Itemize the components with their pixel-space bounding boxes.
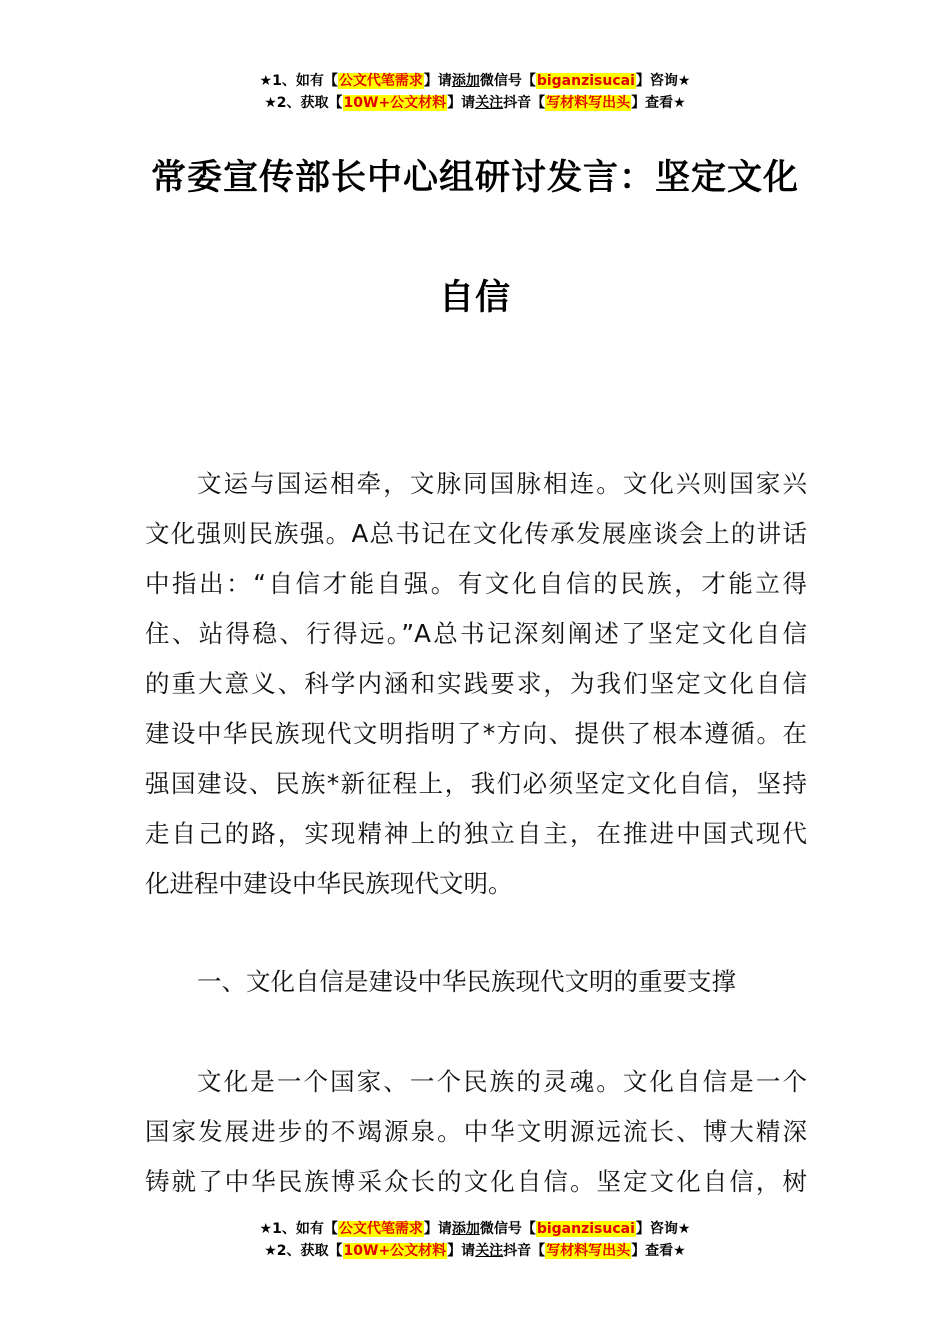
banner-highlight: 10W+公文材料 [343, 1243, 447, 1259]
paragraph-line: 住、站得稳、行得远。”A总书记深刻阐述了坚定文化自信 [145, 619, 807, 648]
paragraph-line: 走自己的路，实现精神上的独立自主，在推进中国式现代 [145, 819, 807, 848]
banner-text: 】咨询★ [635, 73, 691, 89]
banner-text: 】咨询★ [635, 1221, 691, 1237]
paragraph-line: 国家发展进步的不竭源泉。中华文明源远流长、博大精深 [145, 1117, 807, 1146]
document-title-line-2: 自信 [438, 278, 511, 318]
paragraph-line: 的重大意义、科学内涵和实践要求，为我们坚定文化自信 [145, 669, 807, 698]
banner-text: 抖音【 [503, 1243, 546, 1259]
document-title-line-1: 常委宣传部长中心组研讨发言：坚定文化 [150, 158, 799, 198]
banner-underlined-text: 添加 [451, 73, 480, 89]
section-heading-1 [145, 957, 807, 1007]
paragraph-line: 文化是一个国家、一个民族的灵魂。文化自信是一个 [197, 1067, 807, 1096]
banner-text: 】请 [447, 1243, 476, 1259]
banner-wechat-id: biganzisucai [536, 1221, 635, 1237]
banner-text: 】查看★ [631, 95, 686, 111]
banner-text: 】查看★ [631, 1243, 686, 1259]
banner-line-2 [0, 1240, 950, 1262]
banner-underlined-text: 关注 [475, 95, 504, 111]
banner-underlined-text: 关注 [475, 1243, 504, 1259]
banner-text: 】请 [423, 73, 452, 89]
paragraph-1 [145, 459, 807, 909]
paragraph-line: 铸就了中华民族博采众长的文化自信。坚定文化自信，树 [145, 1167, 807, 1196]
banner-text: ★2、获取【 [264, 1243, 343, 1259]
banner-line-1 [0, 70, 950, 92]
paragraph-line: 文化强则民族强。A总书记在文化传承发展座谈会上的讲话 [145, 519, 807, 548]
banner-underlined-text: 添加 [451, 1221, 480, 1237]
bottom-banner [0, 1218, 950, 1262]
banner-text: ★2、获取【 [264, 95, 343, 111]
banner-wechat-id: biganzisucai [536, 73, 635, 89]
paragraph-2 [145, 1057, 807, 1207]
paragraph-line: 化进程中建设中华民族现代文明。 [145, 869, 513, 898]
banner-text: ★1、如有【 [259, 1221, 338, 1237]
banner-douyin-id: 写材料写出头 [546, 1243, 631, 1259]
paragraph-line: 建设中华民族现代文明指明了*方向、提供了根本遵循。在 [145, 719, 807, 748]
banner-highlight: 公文代笔需求 [338, 1221, 423, 1237]
banner-text: 】请 [447, 95, 476, 111]
banner-text: 微信号【 [479, 1221, 536, 1237]
banner-highlight: 公文代笔需求 [338, 73, 423, 89]
banner-text: ★1、如有【 [259, 73, 338, 89]
banner-text: 抖音【 [503, 95, 546, 111]
paragraph-line: 文运与国运相牵，文脉同国脉相连。文化兴则国家兴 [197, 469, 807, 498]
banner-text: 】请 [423, 1221, 452, 1237]
banner-text: 微信号【 [479, 73, 536, 89]
top-banner [0, 70, 950, 114]
banner-line-1 [0, 1218, 950, 1240]
paragraph-line: 强国建设、民族*新征程上，我们必须坚定文化自信，坚持 [145, 769, 807, 798]
banner-line-2 [0, 92, 950, 114]
banner-douyin-id: 写材料写出头 [546, 95, 631, 111]
paragraph-line: 中指出：“自信才能自强。有文化自信的民族，才能立得 [145, 569, 807, 598]
banner-highlight: 10W+公文材料 [343, 95, 447, 111]
section-heading-text: 一、文化自信是建设中华民族现代文明的重要支撑 [197, 967, 736, 996]
